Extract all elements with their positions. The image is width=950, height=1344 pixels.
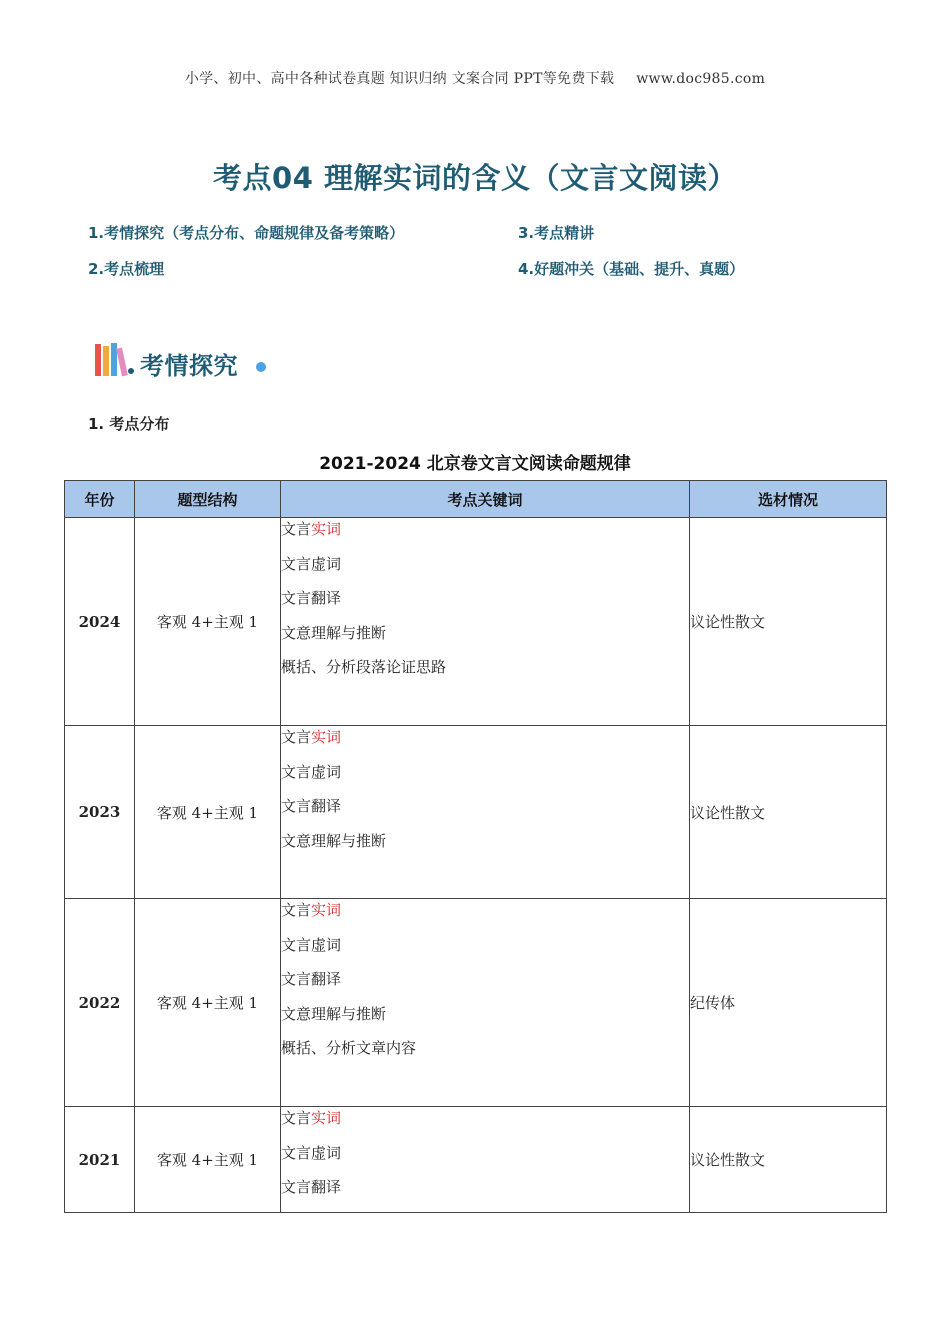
keyword-item: 文言实词	[281, 1109, 342, 1127]
table-caption: 2021-2024 北京卷文言文阅读命题规律	[319, 454, 631, 474]
toc-item-3[interactable]: 3.考点精讲	[518, 224, 595, 242]
structure-cell: 客观 4+主观 1	[135, 899, 281, 1107]
banner-label: 考情探究	[140, 352, 238, 380]
col-header-year: 年份	[65, 481, 135, 518]
keywords-cell	[281, 518, 690, 726]
keyword-item: 文意理解与推断	[281, 1004, 387, 1023]
toc-item-1[interactable]: 1.考情探究（考点分布、命题规律及备考策略）	[88, 224, 405, 242]
year-cell: 2021	[65, 1107, 135, 1213]
keyword-item: 文言虚词	[281, 762, 342, 781]
keyword-item: 文言虚词	[281, 935, 342, 954]
material-cell: 议论性散文	[690, 1107, 887, 1213]
col-header-material: 选材情况	[690, 481, 887, 518]
keyword-item: 文言翻译	[281, 797, 342, 815]
header-site-link[interactable]: www.doc985.com	[636, 71, 766, 87]
material-cell: 议论性散文	[690, 518, 887, 726]
table-row	[65, 726, 887, 899]
toc-item-4[interactable]: 4.好题冲关（基础、提升、真题）	[518, 260, 745, 278]
structure-cell: 客观 4+主观 1	[135, 518, 281, 726]
table-row	[65, 899, 887, 1107]
exam-pattern-table	[64, 480, 887, 1213]
keywords-cell	[281, 726, 690, 899]
keyword-item: 概括、分析段落论证思路	[281, 658, 447, 676]
table-row	[65, 518, 887, 726]
material-cell: 议论性散文	[690, 726, 887, 899]
page-header	[0, 68, 950, 88]
books-icon	[94, 342, 128, 378]
section-banner	[94, 342, 294, 382]
keywords-cell	[281, 899, 690, 1107]
year-cell: 2024	[65, 518, 135, 726]
keyword-item: 文言实词	[281, 728, 342, 746]
document-title: 考点04 理解实词的含义（文言文阅读）	[213, 161, 737, 195]
section-heading: 1. 考点分布	[88, 415, 170, 433]
table-row	[65, 1107, 887, 1213]
keyword-item: 文言实词	[281, 520, 342, 538]
keyword-item: 文言翻译	[281, 1178, 342, 1196]
year-cell: 2022	[65, 899, 135, 1107]
keyword-item: 文言实词	[281, 901, 342, 919]
banner-end-dot	[256, 362, 266, 372]
keyword-item: 概括、分析文章内容	[281, 1039, 417, 1057]
keyword-item: 文言虚词	[281, 1143, 342, 1162]
structure-cell: 客观 4+主观 1	[135, 1107, 281, 1213]
table-header-row	[65, 481, 887, 518]
keyword-item: 文言翻译	[281, 970, 342, 988]
year-cell: 2023	[65, 726, 135, 899]
banner-dot	[128, 368, 134, 374]
structure-cell: 客观 4+主观 1	[135, 726, 281, 899]
col-header-structure: 题型结构	[135, 481, 281, 518]
keyword-item: 文言翻译	[281, 589, 342, 607]
keyword-item: 文意理解与推断	[281, 831, 387, 850]
header-text: 小学、初中、高中各种试卷真题 知识归纳 文案合同 PPT等免费下载	[184, 71, 615, 87]
toc-item-2[interactable]: 2.考点梳理	[88, 260, 165, 278]
col-header-keywords: 考点关键词	[281, 481, 690, 518]
keywords-cell	[281, 1107, 690, 1213]
material-cell: 纪传体	[690, 899, 887, 1107]
keyword-item: 文意理解与推断	[281, 623, 387, 642]
keyword-item: 文言虚词	[281, 554, 342, 573]
